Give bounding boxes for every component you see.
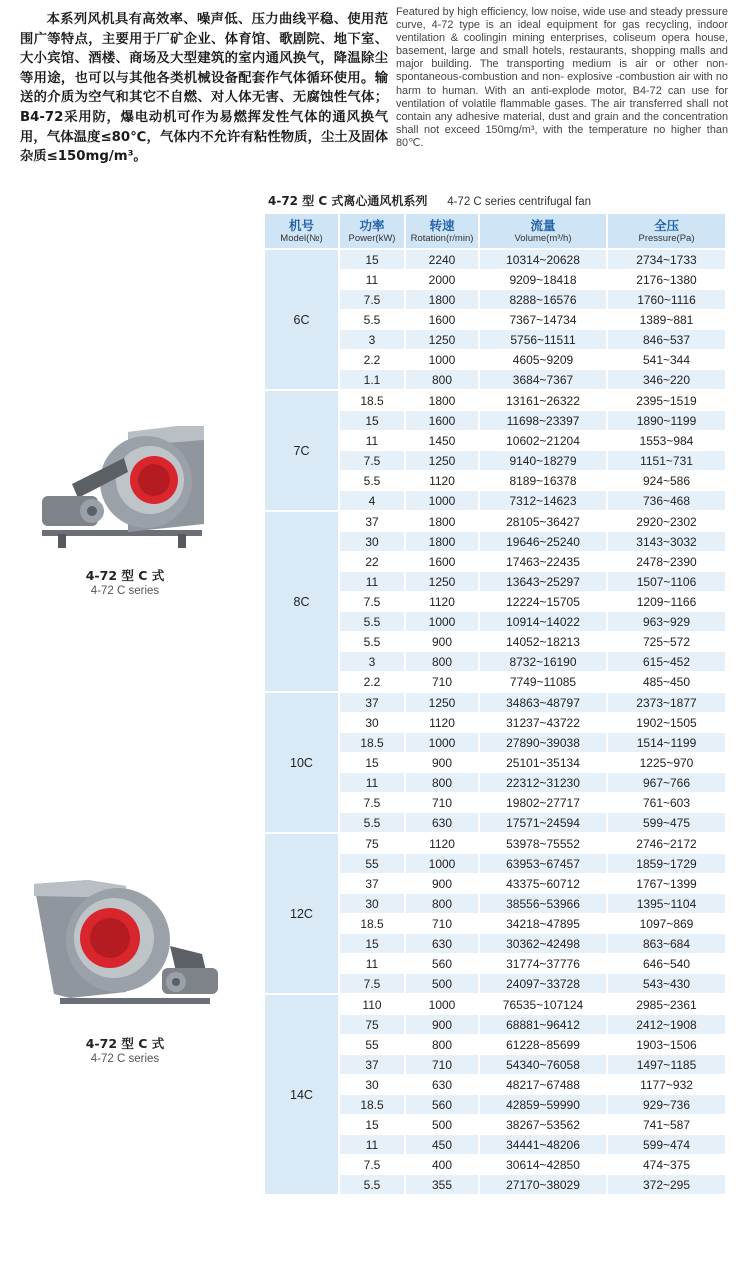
pressure-cell: 1903~1506 xyxy=(608,1035,725,1055)
pressure-cell: 1890~1199 xyxy=(608,411,725,431)
volume-cell: 42859~59990 xyxy=(480,1095,606,1115)
power-cell: 3 xyxy=(340,652,404,672)
volume-cell: 61228~85699 xyxy=(480,1035,606,1055)
rotation-cell: 1800 xyxy=(406,512,478,532)
power-cell: 75 xyxy=(340,1015,404,1035)
fan-caption-top-cn: 4-72 型 C 式 xyxy=(85,568,165,583)
pressure-cell: 2176~1380 xyxy=(608,270,725,290)
rotation-cell: 450 xyxy=(406,1135,478,1155)
rotation-cell: 800 xyxy=(406,652,478,672)
power-cell: 37 xyxy=(340,1055,404,1075)
power-cell: 22 xyxy=(340,552,404,572)
pressure-cell: 541~344 xyxy=(608,350,725,370)
spec-table-body xyxy=(265,250,725,1196)
rotation-cell: 1000 xyxy=(406,350,478,370)
fan-caption-bottom xyxy=(50,1034,200,1065)
header-pressure: 全压 Pressure(Pa) xyxy=(608,214,725,250)
rotation-cell: 1250 xyxy=(406,572,478,592)
rotation-cell: 1000 xyxy=(406,854,478,874)
rotation-cell: 800 xyxy=(406,1035,478,1055)
table-row xyxy=(265,512,725,532)
table-title-en: 4-72 C series centrifugal fan xyxy=(447,196,592,208)
pressure-cell: 2985~2361 xyxy=(608,995,725,1015)
volume-cell: 10602~21204 xyxy=(480,431,606,451)
power-cell: 1.1 xyxy=(340,370,404,391)
rotation-cell: 710 xyxy=(406,672,478,693)
pressure-cell: 1097~869 xyxy=(608,914,725,934)
fan-caption-bottom-cn: 4-72 型 C 式 xyxy=(85,1036,165,1051)
header-volume: 流量 Volume(m³/h) xyxy=(480,214,606,250)
volume-cell: 8732~16190 xyxy=(480,652,606,672)
pressure-cell: 1507~1106 xyxy=(608,572,725,592)
rotation-cell: 1120 xyxy=(406,713,478,733)
pressure-cell: 963~929 xyxy=(608,612,725,632)
rotation-cell: 1450 xyxy=(406,431,478,451)
power-cell: 4 xyxy=(340,491,404,512)
pressure-cell: 485~450 xyxy=(608,672,725,693)
pressure-cell: 615~452 xyxy=(608,652,725,672)
volume-cell: 54340~76058 xyxy=(480,1055,606,1075)
power-cell: 30 xyxy=(340,713,404,733)
fan-caption-top-en: 4-72 C series xyxy=(90,585,160,597)
volume-cell: 31237~43722 xyxy=(480,713,606,733)
rotation-cell: 2000 xyxy=(406,270,478,290)
volume-cell: 4605~9209 xyxy=(480,350,606,370)
volume-cell: 34218~47895 xyxy=(480,914,606,934)
power-cell: 11 xyxy=(340,954,404,974)
rotation-cell: 1000 xyxy=(406,612,478,632)
table-row xyxy=(265,995,725,1015)
volume-cell: 63953~67457 xyxy=(480,854,606,874)
power-cell: 75 xyxy=(340,834,404,854)
rotation-cell: 1000 xyxy=(406,491,478,512)
power-cell: 30 xyxy=(340,532,404,552)
volume-cell: 22312~31230 xyxy=(480,773,606,793)
pressure-cell: 863~684 xyxy=(608,934,725,954)
rotation-cell: 1250 xyxy=(406,693,478,713)
fan-caption-bottom-en: 4-72 C series xyxy=(90,1053,160,1065)
power-cell: 11 xyxy=(340,431,404,451)
table-row xyxy=(265,391,725,411)
power-cell: 5.5 xyxy=(340,310,404,330)
intro-chinese: 本系列风机具有高效率、噪声低、压力曲线平稳、使用范围广等特点，主要用于厂矿企业、体育馆、歌剧院、地下室、大小宾馆、酒楼、商场及大型建筑的室内通风换气，降温除尘等用途，也可以与其他各类机械设备配套作气体循环使用。输送的介质为空气和其它不自燃、对人体无害、无腐蚀性气体；B4-72采用防，爆电动机可作为易燃挥发性气体的通风换气用，气体温度≤80℃，气体内不允许有粘性物质，尘土及固体杂质≤150mg/m³。 xyxy=(20,12,388,165)
volume-cell: 38556~53966 xyxy=(480,894,606,914)
rotation-cell: 1800 xyxy=(406,290,478,310)
pressure-cell: 1177~932 xyxy=(608,1075,725,1095)
volume-cell: 27890~39038 xyxy=(480,733,606,753)
rotation-cell: 560 xyxy=(406,954,478,974)
power-cell: 37 xyxy=(340,693,404,713)
volume-cell: 24097~33728 xyxy=(480,974,606,995)
volume-cell: 14052~18213 xyxy=(480,632,606,652)
table-row xyxy=(265,250,725,270)
volume-cell: 19802~27717 xyxy=(480,793,606,813)
volume-cell: 13161~26322 xyxy=(480,391,606,411)
power-cell: 18.5 xyxy=(340,391,404,411)
volume-cell: 34441~48206 xyxy=(480,1135,606,1155)
rotation-cell: 1800 xyxy=(406,532,478,552)
power-cell: 30 xyxy=(340,894,404,914)
pressure-cell: 2395~1519 xyxy=(608,391,725,411)
power-cell: 15 xyxy=(340,753,404,773)
rotation-cell: 1250 xyxy=(406,451,478,471)
table-title-cn: 4-72 型 C 式离心通风机系列 xyxy=(268,194,428,208)
pressure-cell: 474~375 xyxy=(608,1155,725,1175)
fan-illustration-bottom xyxy=(30,876,226,1016)
volume-cell: 8189~16378 xyxy=(480,471,606,491)
rotation-cell: 1600 xyxy=(406,552,478,572)
volume-cell: 31774~37776 xyxy=(480,954,606,974)
rotation-cell: 1120 xyxy=(406,471,478,491)
rotation-cell: 560 xyxy=(406,1095,478,1115)
rotation-cell: 630 xyxy=(406,934,478,954)
power-cell: 7.5 xyxy=(340,290,404,310)
power-cell: 5.5 xyxy=(340,813,404,834)
power-cell: 11 xyxy=(340,1135,404,1155)
power-cell: 18.5 xyxy=(340,914,404,934)
power-cell: 15 xyxy=(340,250,404,270)
volume-cell: 30614~42850 xyxy=(480,1155,606,1175)
power-cell: 30 xyxy=(340,1075,404,1095)
power-cell: 37 xyxy=(340,512,404,532)
volume-cell: 10314~20628 xyxy=(480,250,606,270)
rotation-cell: 630 xyxy=(406,1075,478,1095)
volume-cell: 7312~14623 xyxy=(480,491,606,512)
power-cell: 7.5 xyxy=(340,592,404,612)
rotation-cell: 900 xyxy=(406,632,478,652)
pressure-cell: 1497~1185 xyxy=(608,1055,725,1075)
fan-illustration-top xyxy=(28,412,224,552)
pressure-cell: 1151~731 xyxy=(608,451,725,471)
model-cell: 10C xyxy=(265,693,338,834)
power-cell: 11 xyxy=(340,572,404,592)
power-cell: 15 xyxy=(340,411,404,431)
power-cell: 11 xyxy=(340,773,404,793)
power-cell: 55 xyxy=(340,854,404,874)
volume-cell: 30362~42498 xyxy=(480,934,606,954)
volume-cell: 28105~36427 xyxy=(480,512,606,532)
volume-cell: 11698~23397 xyxy=(480,411,606,431)
pressure-cell: 2373~1877 xyxy=(608,693,725,713)
fan-caption-top xyxy=(50,566,200,597)
pressure-cell: 1553~984 xyxy=(608,431,725,451)
pressure-cell: 725~572 xyxy=(608,632,725,652)
rotation-cell: 630 xyxy=(406,813,478,834)
power-cell: 2.2 xyxy=(340,350,404,370)
volume-cell: 43375~60712 xyxy=(480,874,606,894)
pressure-cell: 736~468 xyxy=(608,491,725,512)
volume-cell: 9209~18418 xyxy=(480,270,606,290)
rotation-cell: 800 xyxy=(406,773,478,793)
power-cell: 15 xyxy=(340,1115,404,1135)
pressure-cell: 741~587 xyxy=(608,1115,725,1135)
volume-cell: 68881~96412 xyxy=(480,1015,606,1035)
power-cell: 5.5 xyxy=(340,471,404,491)
pressure-cell: 646~540 xyxy=(608,954,725,974)
pressure-cell: 543~430 xyxy=(608,974,725,995)
power-cell: 7.5 xyxy=(340,974,404,995)
volume-cell: 48217~67488 xyxy=(480,1075,606,1095)
pressure-cell: 967~766 xyxy=(608,773,725,793)
model-cell: 6C xyxy=(265,250,338,391)
pressure-cell: 846~537 xyxy=(608,330,725,350)
header-model: 机号 Model(№) xyxy=(265,214,338,250)
power-cell: 55 xyxy=(340,1035,404,1055)
rotation-cell: 800 xyxy=(406,894,478,914)
rotation-cell: 1250 xyxy=(406,330,478,350)
power-cell: 11 xyxy=(340,270,404,290)
pressure-cell: 1514~1199 xyxy=(608,733,725,753)
rotation-cell: 900 xyxy=(406,753,478,773)
rotation-cell: 1120 xyxy=(406,834,478,854)
rotation-cell: 500 xyxy=(406,974,478,995)
pressure-cell: 3143~3032 xyxy=(608,532,725,552)
table-header-row xyxy=(265,214,725,250)
pressure-cell: 346~220 xyxy=(608,370,725,391)
volume-cell: 17571~24594 xyxy=(480,813,606,834)
power-cell: 110 xyxy=(340,995,404,1015)
rotation-cell: 800 xyxy=(406,370,478,391)
pressure-cell: 1395~1104 xyxy=(608,894,725,914)
volume-cell: 19646~25240 xyxy=(480,532,606,552)
rotation-cell: 355 xyxy=(406,1175,478,1196)
rotation-cell: 1000 xyxy=(406,733,478,753)
intro-english: Featured by high efficiency, low noise, wide use and steady pressure curve, 4-72 type is an ideal equipment for gas recycling, indoor ventilation & coolingin mining enterprises, coliseum opera house, basement, large and small hotels, restaurants, shopping malls and major building. The transporting medium is air or other non- spontaneous-combustion and non- explosive -combustion air with no harm to human. With an anti-explode motor, B4-72 can use for ventilation of volatile flammable gases. The air transferred shall not contain any adhesive material, dust and grain and the concentration shall not exceed 150mg/m³, with the temperature no higher than 80℃. xyxy=(396,6,728,149)
volume-cell: 25101~35134 xyxy=(480,753,606,773)
pressure-cell: 372~295 xyxy=(608,1175,725,1196)
rotation-cell: 1120 xyxy=(406,592,478,612)
rotation-cell: 400 xyxy=(406,1155,478,1175)
volume-cell: 7367~14734 xyxy=(480,310,606,330)
power-cell: 2.2 xyxy=(340,672,404,693)
pressure-cell: 1209~1166 xyxy=(608,592,725,612)
rotation-cell: 710 xyxy=(406,1055,478,1075)
pressure-cell: 1902~1505 xyxy=(608,713,725,733)
power-cell: 3 xyxy=(340,330,404,350)
spec-table xyxy=(263,214,727,1196)
rotation-cell: 2240 xyxy=(406,250,478,270)
power-cell: 7.5 xyxy=(340,451,404,471)
volume-cell: 34863~48797 xyxy=(480,693,606,713)
rotation-cell: 1600 xyxy=(406,411,478,431)
rotation-cell: 710 xyxy=(406,914,478,934)
pressure-cell: 924~586 xyxy=(608,471,725,491)
power-cell: 37 xyxy=(340,874,404,894)
model-cell: 8C xyxy=(265,512,338,693)
power-cell: 5.5 xyxy=(340,1175,404,1196)
pressure-cell: 2920~2302 xyxy=(608,512,725,532)
header-power: 功率 Power(kW) xyxy=(340,214,404,250)
volume-cell: 5756~11511 xyxy=(480,330,606,350)
table-row xyxy=(265,693,725,713)
volume-cell: 12224~15705 xyxy=(480,592,606,612)
volume-cell: 76535~107124 xyxy=(480,995,606,1015)
pressure-cell: 2412~1908 xyxy=(608,1015,725,1035)
pressure-cell: 1859~1729 xyxy=(608,854,725,874)
table-row xyxy=(265,834,725,854)
model-cell: 14C xyxy=(265,995,338,1196)
header-rotation: 转速 Rotation(r/min) xyxy=(406,214,478,250)
model-cell: 7C xyxy=(265,391,338,512)
power-cell: 5.5 xyxy=(340,612,404,632)
power-cell: 7.5 xyxy=(340,1155,404,1175)
pressure-cell: 2746~2172 xyxy=(608,834,725,854)
rotation-cell: 900 xyxy=(406,874,478,894)
pressure-cell: 1760~1116 xyxy=(608,290,725,310)
power-cell: 18.5 xyxy=(340,1095,404,1115)
pressure-cell: 1767~1399 xyxy=(608,874,725,894)
volume-cell: 3684~7367 xyxy=(480,370,606,391)
rotation-cell: 710 xyxy=(406,793,478,813)
pressure-cell: 2478~2390 xyxy=(608,552,725,572)
volume-cell: 10914~14022 xyxy=(480,612,606,632)
volume-cell: 13643~25297 xyxy=(480,572,606,592)
rotation-cell: 500 xyxy=(406,1115,478,1135)
rotation-cell: 1800 xyxy=(406,391,478,411)
pressure-cell: 599~474 xyxy=(608,1135,725,1155)
model-cell: 12C xyxy=(265,834,338,995)
volume-cell: 38267~53562 xyxy=(480,1115,606,1135)
table-title xyxy=(268,192,728,210)
volume-cell: 9140~18279 xyxy=(480,451,606,471)
rotation-cell: 1000 xyxy=(406,995,478,1015)
volume-cell: 7749~11085 xyxy=(480,672,606,693)
power-cell: 15 xyxy=(340,934,404,954)
volume-cell: 27170~38029 xyxy=(480,1175,606,1196)
pressure-cell: 1389~881 xyxy=(608,310,725,330)
power-cell: 7.5 xyxy=(340,793,404,813)
volume-cell: 53978~75552 xyxy=(480,834,606,854)
power-cell: 18.5 xyxy=(340,733,404,753)
pressure-cell: 599~475 xyxy=(608,813,725,834)
volume-cell: 8288~16576 xyxy=(480,290,606,310)
pressure-cell: 929~736 xyxy=(608,1095,725,1115)
volume-cell: 17463~22435 xyxy=(480,552,606,572)
pressure-cell: 761~603 xyxy=(608,793,725,813)
rotation-cell: 900 xyxy=(406,1015,478,1035)
power-cell: 5.5 xyxy=(340,632,404,652)
pressure-cell: 1225~970 xyxy=(608,753,725,773)
pressure-cell: 2734~1733 xyxy=(608,250,725,270)
rotation-cell: 1600 xyxy=(406,310,478,330)
